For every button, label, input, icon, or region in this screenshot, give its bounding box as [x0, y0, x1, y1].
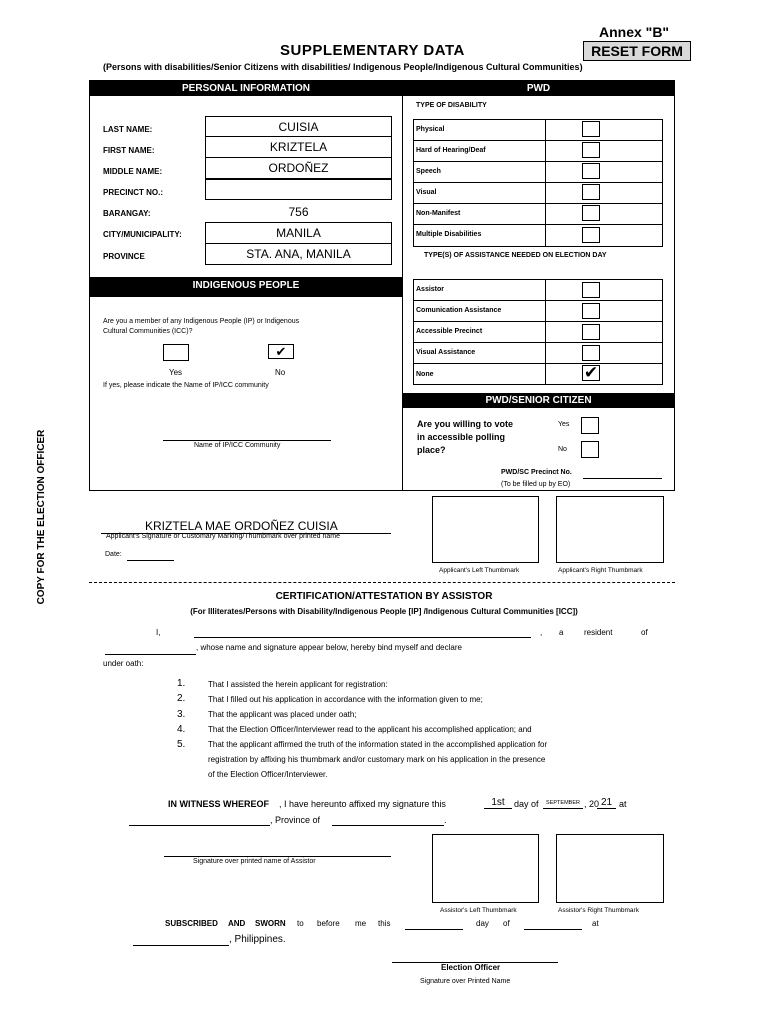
- sworn-word: SUBSCRIBED: [165, 919, 218, 928]
- witness-province-of: , Province of: [270, 815, 321, 825]
- assist-communication-label: Comunication Assistance: [416, 307, 502, 314]
- disability-hearing-label: Hard of Hearing/Deaf: [416, 147, 486, 154]
- city-label: CITY/MUNICIPALITY:: [103, 230, 182, 239]
- witness-province-line[interactable]: [332, 815, 444, 826]
- cert-item-text: That I assisted the herein applicant for registration:: [208, 680, 388, 689]
- cert-item-text: That I filled out his application in accordance with the information given to me;: [208, 695, 483, 704]
- disability-multiple-checkbox[interactable]: [582, 227, 600, 243]
- assist-none-checkbox[interactable]: ✔: [583, 363, 599, 382]
- row-divider: [413, 363, 663, 364]
- assist-communication-checkbox[interactable]: [582, 303, 600, 319]
- witness-month-field[interactable]: SEPTEMBER: [543, 800, 583, 809]
- assistor-signature-line[interactable]: [164, 856, 391, 857]
- disability-speech-checkbox[interactable]: [582, 163, 600, 179]
- sworn-word: at: [592, 919, 599, 928]
- senior-no-label: No: [558, 446, 567, 453]
- cert-resident: resident: [584, 628, 613, 637]
- cert-item-num: 5.: [177, 739, 186, 750]
- precinct-field[interactable]: [205, 179, 392, 200]
- precinct-label: PRECINCT NO.:: [103, 188, 163, 197]
- row-divider: [413, 182, 663, 183]
- cert-item-num: 4.: [177, 724, 186, 735]
- disability-nonmanifest-checkbox[interactable]: [582, 205, 600, 221]
- assist-visual-label: Visual Assistance: [416, 349, 476, 356]
- applicant-right-thumbmark-box[interactable]: [556, 496, 664, 563]
- page-title: SUPPLEMENTARY DATA: [280, 42, 465, 59]
- cert-subtitle: (For Illiterates/Persons with Disability/Indigenous People [IP] /Indigenous Cultural Communities [ICC]): [190, 607, 578, 616]
- witness-period: .: [444, 815, 447, 825]
- witness-day-field[interactable]: 1st: [484, 797, 512, 809]
- sworn-word: to: [297, 919, 304, 928]
- col-divider: [545, 279, 546, 385]
- ip-no-checkbox[interactable]: ✔: [268, 344, 294, 359]
- assistor-left-thumbmark-box[interactable]: [432, 834, 539, 903]
- first-name-field[interactable]: KRIZTELA: [205, 137, 392, 158]
- assist-visual-checkbox[interactable]: [582, 345, 600, 361]
- province-label: PROVINCE: [103, 252, 145, 261]
- assist-assistor-checkbox[interactable]: [582, 282, 600, 298]
- assistor-left-thumb-label: Assistor's Left Thumbmark: [440, 907, 517, 914]
- personal-info-heading: PERSONAL INFORMATION: [90, 81, 402, 96]
- cert-item5-cont: registration by affixing his thumbmark and/or customary mark on his application in the presence: [208, 755, 546, 764]
- ip-community-line[interactable]: [163, 440, 331, 441]
- senior-yes-label: Yes: [558, 421, 570, 428]
- assistor-right-thumb-label: Assistor's Right Thumbmark: [558, 907, 639, 914]
- cert-under-oath: under oath:: [103, 659, 144, 668]
- disability-type-heading: TYPE OF DISABILITY: [416, 102, 487, 109]
- senior-no-checkbox[interactable]: [581, 441, 599, 458]
- ip-no-label: No: [275, 368, 286, 377]
- cert-line2: , whose name and signature appear below, hereby bind myself and declare: [196, 643, 462, 652]
- disability-nonmanifest-label: Non-Manifest: [416, 210, 461, 217]
- sworn-word: of: [503, 919, 510, 928]
- col-divider: [545, 119, 546, 247]
- cert-of: of: [641, 628, 648, 637]
- witness-year-prefix: , 20: [584, 799, 600, 809]
- witness-bold: IN WITNESS WHEREOF: [168, 799, 269, 809]
- applicant-signature-caption: Applicant's Signature or Customary Marking/Thumbmark over printed name: [106, 533, 340, 540]
- reset-form-button[interactable]: RESET FORM: [583, 41, 691, 61]
- disability-physical-checkbox[interactable]: [582, 121, 600, 137]
- applicant-left-thumbmark-box[interactable]: [432, 496, 539, 563]
- cert-comma: ,: [540, 628, 543, 637]
- cut-line: [89, 582, 675, 583]
- page-subtitle: (Persons with disabilities/Senior Citizens with disabilities/ Indigenous People/Indigenous Cultural Communities): [103, 62, 583, 72]
- cert-item-text: That the applicant was placed under oath;: [208, 710, 357, 719]
- precinct-note: (To be filled up by EO): [501, 481, 571, 488]
- side-label: COPY FOR THE ELECTION OFFICER: [36, 429, 47, 605]
- cert-item-num: 3.: [177, 709, 186, 720]
- witness-at: at: [619, 799, 627, 809]
- sworn-month-line[interactable]: [524, 919, 582, 930]
- row-divider: [413, 224, 663, 225]
- assist-accessible-label: Accessible Precinct: [416, 328, 483, 335]
- date-label: Date:: [105, 551, 122, 558]
- disability-multiple-label: Multiple Disabilities: [416, 231, 482, 238]
- disability-speech-label: Speech: [416, 168, 441, 175]
- senior-yes-checkbox[interactable]: [581, 417, 599, 434]
- sworn-word: me: [355, 919, 367, 928]
- applicant-left-thumb-label: Applicant's Left Thumbmark: [439, 567, 520, 574]
- row-divider: [413, 321, 663, 322]
- sworn-word: before: [317, 919, 340, 928]
- date-line[interactable]: [127, 551, 174, 561]
- assistance-heading: TYPE(S) OF ASSISTANCE NEEDED ON ELECTION DAY: [424, 252, 607, 259]
- witness-day-of: day of: [514, 799, 539, 809]
- cert-a: a: [559, 628, 564, 637]
- election-officer-caption: Signature over Printed Name: [420, 978, 511, 985]
- row-divider: [413, 140, 663, 141]
- middle-name-label: MIDDLE NAME:: [103, 167, 163, 176]
- disability-hearing-checkbox[interactable]: [582, 142, 600, 158]
- sworn-word: AND: [228, 919, 246, 928]
- cert-item-num: 1.: [177, 678, 186, 689]
- middle-name-field[interactable]: ORDOÑEZ: [205, 158, 392, 179]
- precinct-no-label: PWD/SC Precinct No.: [501, 469, 572, 476]
- last-name-field[interactable]: CUISIA: [205, 116, 392, 137]
- row-divider: [413, 300, 663, 301]
- applicant-right-thumb-label: Applicant's Right Thumbmark: [558, 567, 643, 574]
- cert-item-num: 2.: [177, 693, 186, 704]
- applicant-name: KRIZTELA MAE ORDOÑEZ CUISIA: [145, 519, 338, 533]
- election-officer-label: Election Officer: [441, 963, 501, 972]
- witness-year-field[interactable]: 21: [597, 797, 616, 809]
- column-divider: [402, 80, 403, 491]
- sworn-day-line[interactable]: [405, 919, 463, 930]
- disability-visual-checkbox[interactable]: [582, 184, 600, 200]
- cert-i: I,: [156, 628, 161, 637]
- city-field[interactable]: MANILA: [205, 223, 392, 244]
- first-name-label: FIRST NAME:: [103, 146, 155, 155]
- sworn-word: this: [378, 919, 391, 928]
- disability-table: [413, 119, 663, 247]
- assist-accessible-checkbox[interactable]: [582, 324, 600, 340]
- ip-community-label: Name of IP/ICC Community: [194, 442, 281, 449]
- cert-item-text: That the applicant affirmed the truth of the information stated in the accomplished application for: [208, 740, 548, 749]
- ip-if-yes-text: If yes, please indicate the Name of IP/ICC community: [103, 382, 269, 389]
- cert-item5-cont: of the Election Officer/Interviewer.: [208, 770, 328, 779]
- sworn-philippines: , Philippines.: [229, 934, 286, 945]
- barangay-label: BARANGAY:: [103, 209, 151, 218]
- disability-physical-label: Physical: [416, 126, 445, 133]
- assist-none-label: None: [416, 371, 434, 378]
- cert-title: CERTIFICATION/ATTESTATION BY ASSISTOR: [275, 591, 493, 602]
- row-divider: [413, 203, 663, 204]
- assist-assistor-label: Assistor: [416, 286, 445, 293]
- indigenous-question: Are you a member of any Indigenous People (IP) or Indigenous Cultural Communities (ICC)?: [103, 318, 300, 335]
- province-field[interactable]: STA. ANA, MANILA: [205, 244, 392, 265]
- sworn-word: day: [476, 919, 489, 928]
- precinct-no-line[interactable]: [583, 468, 662, 479]
- disability-visual-label: Visual: [416, 189, 437, 196]
- sworn-word: SWORN: [255, 919, 286, 928]
- residence-line[interactable]: [105, 644, 196, 655]
- senior-heading: PWD/SENIOR CITIZEN: [403, 393, 674, 408]
- witness-place-line[interactable]: [129, 815, 270, 826]
- senior-question: Are you willing to vote in accessible polling place?: [417, 419, 514, 455]
- assistor-name-line[interactable]: [194, 627, 531, 638]
- row-divider: [413, 161, 663, 162]
- cert-item-text: That the Election Officer/Interviewer read to the applicant his accomplished application; and: [208, 725, 532, 734]
- sworn-place-line[interactable]: [133, 935, 229, 946]
- assistor-signature-caption: Signature over printed name of Assistor: [193, 858, 316, 865]
- ip-yes-checkbox[interactable]: [163, 344, 189, 361]
- witness-text: , I have hereunto affixed my signature this: [279, 799, 446, 809]
- barangay-field[interactable]: 756: [205, 202, 392, 223]
- assistor-right-thumbmark-box[interactable]: [556, 834, 664, 903]
- pwd-heading: PWD: [403, 81, 674, 96]
- annex-label: Annex "B": [599, 24, 670, 40]
- row-divider: [413, 342, 663, 343]
- last-name-label: LAST NAME:: [103, 125, 153, 134]
- indigenous-heading: INDIGENOUS PEOPLE: [90, 277, 402, 297]
- ip-yes-label: Yes: [169, 368, 183, 377]
